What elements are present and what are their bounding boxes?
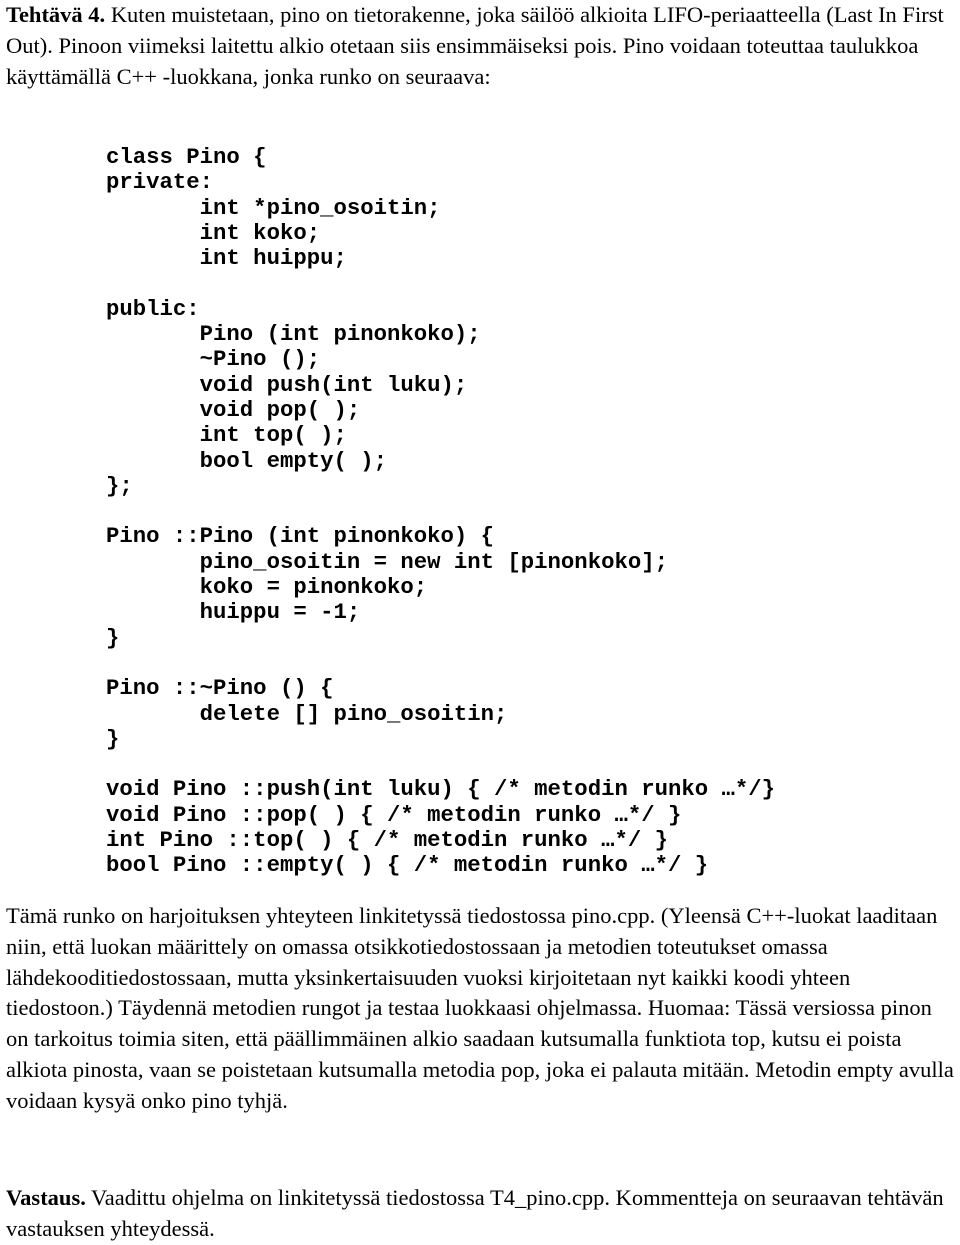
code-line: Pino ::~Pino () {	[106, 675, 334, 702]
code-line: private:	[106, 169, 214, 196]
code-line: int koko;	[106, 219, 321, 246]
answer-text: Vaadittu ohjelma on linkitetyssä tiedostossa T4_pino.cpp. Kommentteja on seuraavan tehtävän vastauksen yhteydessä.	[6, 1185, 944, 1241]
code-line: void Pino ::push(int luku) { /* metodin runko …*/}	[106, 776, 776, 803]
code-line: delete [] pino_osoitin;	[106, 700, 508, 727]
code-line: koko = pinonkoko;	[106, 574, 428, 601]
code-line: bool Pino ::empty( ) { /* metodin runko …*/ }	[106, 852, 709, 879]
answer-label: Vastaus.	[6, 1185, 86, 1210]
code-line	[106, 651, 775, 676]
code-line: void push(int luku);	[106, 371, 468, 398]
code-line: Pino (int pinonkoko);	[106, 321, 481, 348]
code-line: class Pino {	[106, 144, 267, 170]
code-line: };	[106, 472, 133, 499]
code-line: int *pino_osoitin;	[106, 194, 441, 221]
code-line: }	[106, 725, 120, 752]
task-label: Tehtävä 4.	[6, 2, 106, 27]
code-line: ~Pino ();	[106, 346, 321, 373]
code-line: }	[106, 624, 120, 651]
task-intro-text: Kuten muistetaan, pino on tietorakenne, joka säilöö alkioita LIFO-periaatteella (Last In First Out). Pinoon viimeksi laitettu alkio otetaan siis ensimmäiseksi pois. Pino voidaan toteuttaa taulukkoa käyttämällä C++ -luokkana, jonka runko on seuraava:	[6, 2, 944, 89]
code-line: bool empty( );	[106, 447, 387, 474]
code-line: huippu = -1;	[106, 599, 361, 626]
task-intro-paragraph	[6, 0, 956, 92]
code-line: pino_osoitin = new int [pinonkoko];	[106, 548, 668, 575]
code-line	[106, 752, 775, 777]
code-line	[106, 271, 775, 296]
code-line: public:	[106, 295, 200, 322]
answer-paragraph	[6, 1183, 956, 1245]
code-line: int top( );	[106, 422, 347, 449]
code-line	[106, 499, 775, 524]
explanation-paragraph: Tämä runko on harjoituksen yhteyteen linkitetyssä tiedostossa pino.cpp. (Yleensä C++-luokat laaditaan niin, että luokan määrittely on omassa otsikkotiedostossaan ja metodien toteutukset omassa lähdekooditiedostossaan, mutta yksinkertaisuuden vuoksi kirjoitetaan nyt kaikki koodi yhteen tiedostoon.) Täydennä metodien rungot ja testaa luokkaasi ohjelmassa. Huomaa: Tässä versiossa pinon on tarkoitus toimia siten, että päällimmäinen alkio saadaan kutsumalla funktiota top, kutsu ei poista alkiota pinosta, vaan se poistetaan kutsumalla metodia pop, joka ei palauta mitään. Metodin empty avulla voidaan kysyä onko pino tyhjä.	[6, 903, 954, 1113]
code-line: int huippu;	[106, 245, 347, 272]
code-line: Pino ::Pino (int pinonkoko) {	[106, 523, 495, 550]
code-block	[106, 145, 775, 879]
code-line: void Pino ::pop( ) { /* metodin runko …*/ }	[106, 801, 682, 828]
code-line: void pop( );	[106, 396, 361, 423]
code-line: int Pino ::top( ) { /* metodin runko …*/ }	[106, 827, 668, 854]
